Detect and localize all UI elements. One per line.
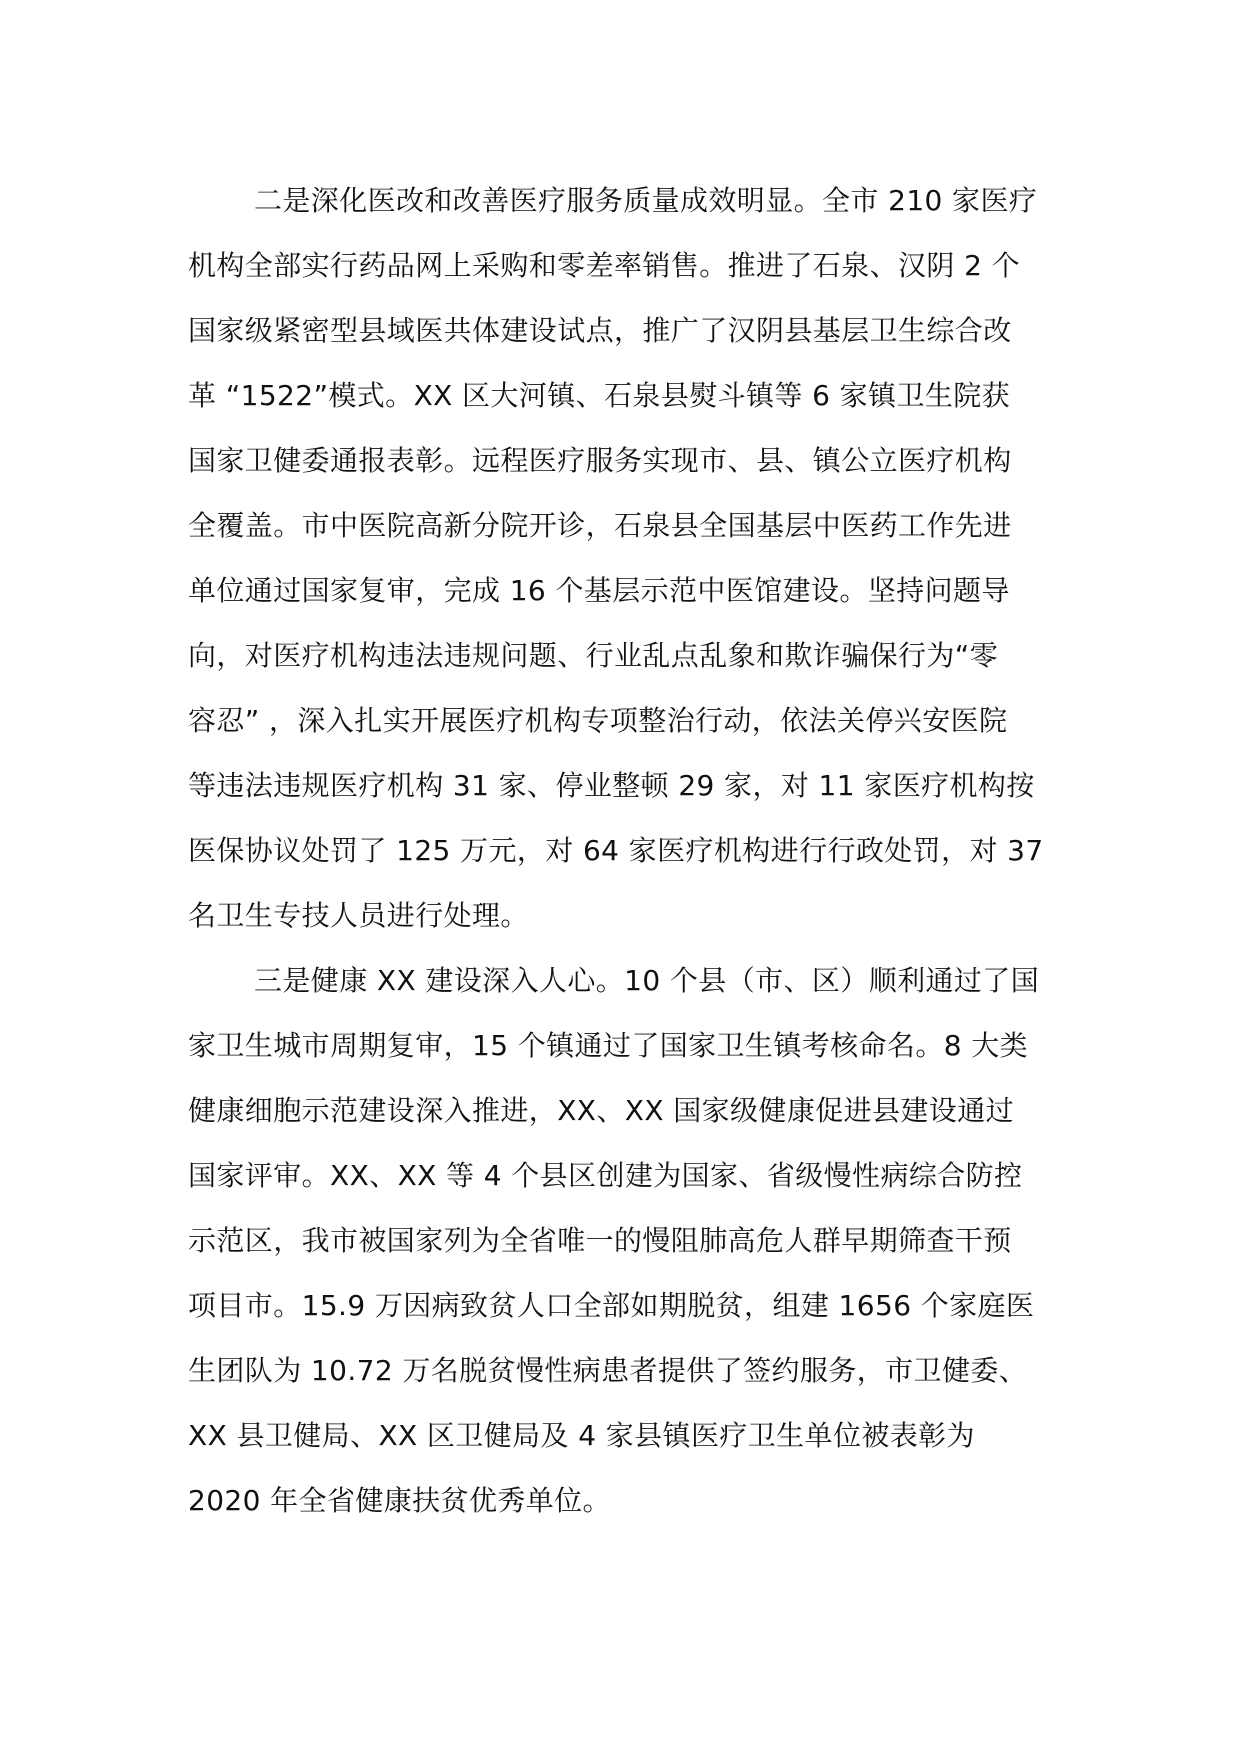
- paragraph-medical-reform: [188, 168, 1058, 948]
- paragraph-line: 健康细胞示范建设深入推进，XX、XX 国家级健康促进县建设通过: [188, 1094, 1015, 1127]
- document-body: [188, 168, 1058, 1533]
- paragraph-line: 等违法违规医疗机构 31 家、停业整顿 29 家，对 11 家医疗机构按: [188, 769, 1035, 802]
- paragraph-line: 家卫生城市周期复审，15 个镇通过了国家卫生镇考核命名。8 大类: [188, 1029, 1029, 1062]
- paragraph-line: XX 县卫健局、XX 区卫健局及 4 家县镇医疗卫生单位被表彰为: [188, 1419, 975, 1452]
- paragraph-line: 示范区，我市被国家列为全省唯一的慢阻肺高危人群早期筛查干预: [188, 1224, 1012, 1257]
- paragraph-line: 医保协议处罚了 125 万元，对 64 家医疗机构进行行政处罚，对 37: [188, 834, 1044, 867]
- paragraph-line: 国家卫健委通报表彰。远程医疗服务实现市、县、镇公立医疗机构: [188, 444, 1012, 477]
- paragraph-line: 机构全部实行药品网上采购和零差率销售。推进了石泉、汉阴 2 个: [188, 249, 1021, 282]
- paragraph-line: 容忍” ，深入扎实开展医疗机构专项整治行动，依法关停兴安医院: [188, 704, 1008, 737]
- paragraph-line: 国家级紧密型县域医共体建设试点，推广了汉阴县基层卫生综合改: [188, 314, 1012, 347]
- paragraph-healthy-city: [188, 948, 1058, 1533]
- paragraph-line: 向，对医疗机构违法违规问题、行业乱点乱象和欺诈骗保行为“零: [188, 639, 999, 672]
- paragraph-line: 名卫生专技人员进行处理。: [188, 899, 529, 932]
- paragraph-line: 三是健康 XX 建设深入人心。10 个县（市、区）顺利通过了国: [254, 964, 1040, 997]
- paragraph-line: 生团队为 10.72 万名脱贫慢性病患者提供了签约服务，市卫健委、: [188, 1354, 1028, 1387]
- paragraph-line: 单位通过国家复审，完成 16 个基层示范中医馆建设。坚持问题导: [188, 574, 1010, 607]
- paragraph-line: 2020 年全省健康扶贫优秀单位。: [188, 1484, 611, 1517]
- paragraph-line: 革 “1522”模式。XX 区大河镇、石泉县熨斗镇等 6 家镇卫生院获: [188, 379, 1011, 412]
- paragraph-line: 国家评审。XX、XX 等 4 个县区创建为国家、省级慢性病综合防控: [188, 1159, 1023, 1192]
- paragraph-line: 二是深化医改和改善医疗服务质量成效明显。全市 210 家医疗: [254, 184, 1038, 217]
- paragraph-line: 全覆盖。市中医院高新分院开诊，石泉县全国基层中医药工作先进: [188, 509, 1012, 542]
- paragraph-line: 项目市。15.9 万因病致贫人口全部如期脱贫，组建 1656 个家庭医: [188, 1289, 1035, 1322]
